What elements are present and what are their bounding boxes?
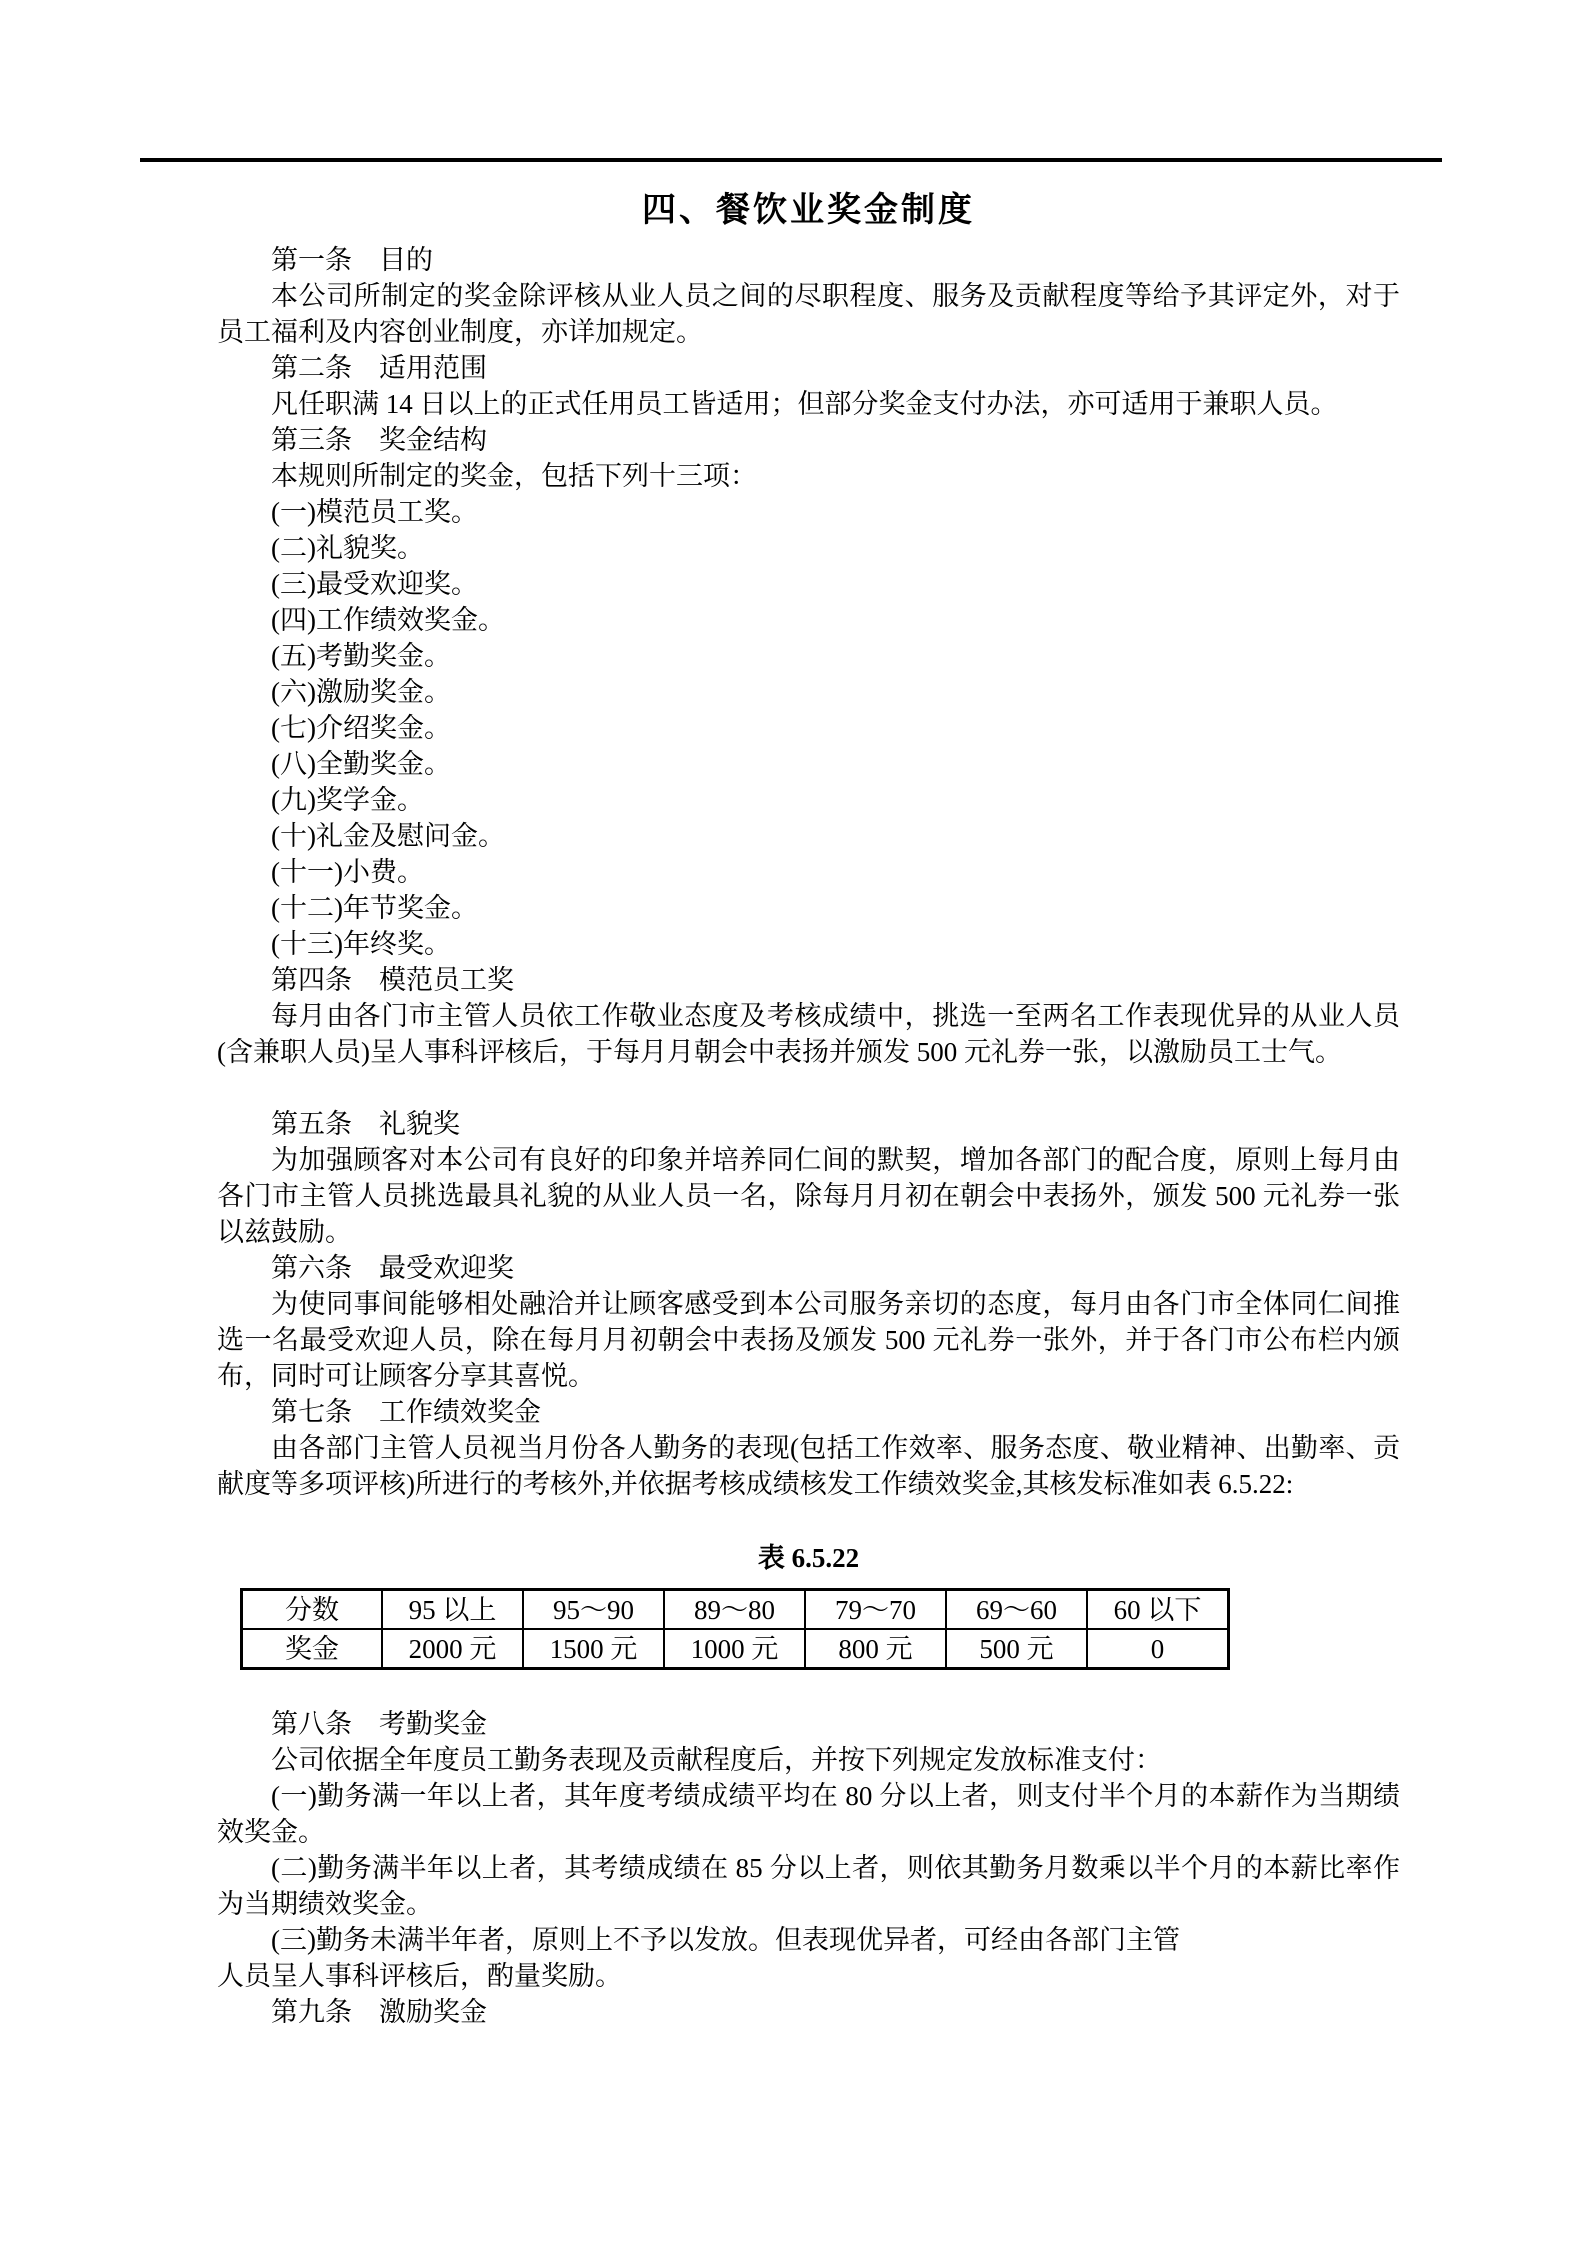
article-8-item-3-line-2: 人员呈人事科评核后，酌量奖励。 [217, 1961, 622, 1991]
table-cell: 800 元 [805, 1629, 946, 1669]
article-6-heading: 第六条 最受欢迎奖 [271, 1253, 514, 1283]
blank-line [217, 1070, 1400, 1106]
list-item: (八)全勤奖金。 [271, 749, 451, 779]
list-item: (十二)年节奖金。 [271, 893, 478, 923]
article-5-heading: 第五条 礼貌奖 [271, 1109, 460, 1139]
header-rule [140, 158, 1442, 162]
document-content [217, 178, 1400, 2030]
article-8-intro: 公司依据全年度员工勤务表现及贡献程度后，并按下列规定发放标准支付： [271, 1745, 1162, 1775]
table-cell: 2000 元 [382, 1629, 523, 1669]
article-6-body: 为使同事间能够相处融洽并让顾客感受到本公司服务亲切的态度，每月由各门市全体同仁间推选一名最受欢迎人员，除在每月月初朝会中表扬及颁发 500 元礼券一张外，并于各门市公布栏内颁布，同时可让顾客分享其喜悦。 [217, 1289, 1400, 1391]
article-1-body: 本公司所制定的奖金除评核从业人员之间的尽职程度、服务及贡献程度等给予其评定外，对于员工福利及内容创业制度，亦详加规定。 [217, 281, 1400, 347]
article-5-body: 为加强顾客对本公司有良好的印象并培养同仁间的默契，增加各部门的配合度，原则上每月由各门市主管人员挑选最具礼貌的从业人员一名，除每月月初在朝会中表扬外，颁发 500 元礼券一张以兹鼓励。 [217, 1145, 1400, 1247]
table-cell: 1500 元 [523, 1629, 664, 1669]
table-cell: 奖金 [242, 1629, 383, 1669]
article-4-body: 每月由各门市主管人员依工作敬业态度及考核成绩中，挑选一至两名工作表现优异的从业人员(含兼职人员)呈人事科评核后，于每月月朝会中表扬并颁发 500 元礼券一张，以激励员工士气。 [217, 1001, 1400, 1067]
article-2-body: 凡任职满 14 日以上的正式任用员工皆适用；但部分奖金支付办法，亦可适用于兼职人员。 [271, 389, 1338, 419]
table-cell: 89～80 [664, 1590, 805, 1630]
list-item: (六)激励奖金。 [271, 677, 451, 707]
list-item: (三)最受欢迎奖。 [271, 569, 478, 599]
article-7-heading: 第七条 工作绩效奖金 [271, 1397, 541, 1427]
article-8-item-1: (一)勤务满一年以上者，其年度考绩成绩平均在 80 分以上者，则支付半个月的本薪作为当期绩效奖金。 [217, 1781, 1400, 1847]
table-cell: 分数 [242, 1590, 383, 1630]
list-item: (七)介绍奖金。 [271, 713, 451, 743]
article-4-heading: 第四条 模范员工奖 [271, 965, 514, 995]
bonus-standard-table [240, 1588, 1230, 1670]
list-item: (十一)小费。 [271, 857, 424, 887]
article-3-heading: 第三条 奖金结构 [271, 425, 487, 455]
list-item: (十)礼金及慰问金。 [271, 821, 505, 851]
list-item: (五)考勤奖金。 [271, 641, 451, 671]
table-row [242, 1590, 1229, 1630]
article-9-heading: 第九条 激励奖金 [271, 1997, 487, 2027]
article-7-body: 由各部门主管人员视当月份各人勤务的表现(包括工作效率、服务态度、敬业精神、出勤率、贡献度等多项评核)所进行的考核外,并依据考核成绩核发工作绩效奖金,其核发标准如表 6.5.22: [217, 1433, 1400, 1499]
table-cell: 79～70 [805, 1590, 946, 1630]
table-cell: 0 [1087, 1629, 1229, 1669]
table-cell: 1000 元 [664, 1629, 805, 1669]
page-title: 四、餐饮业奖金制度 [642, 191, 975, 229]
table-row [242, 1629, 1229, 1669]
list-item: (一)模范员工奖。 [271, 497, 478, 527]
list-item: (四)工作绩效奖金。 [271, 605, 505, 635]
table-caption: 表 6.5.22 [757, 1543, 860, 1573]
article-3-intro: 本规则所制定的奖金，包括下列十三项： [271, 461, 757, 491]
table-cell: 500 元 [946, 1629, 1087, 1669]
article-8-item-2: (二)勤务满半年以上者，其考绩成绩在 85 分以上者，则依其勤务月数乘以半个月的本薪比率作为当期绩效奖金。 [217, 1853, 1400, 1919]
article-8-item-3-line-1: (三)勤务未满半年者，原则上不予以发放。但表现优异者，可经由各部门主管 [271, 1925, 1180, 1955]
article-1-heading: 第一条 目的 [271, 245, 433, 275]
article-2-heading: 第二条 适用范围 [271, 353, 487, 383]
article-8-heading: 第八条 考勤奖金 [271, 1709, 487, 1739]
list-item: (九)奖学金。 [271, 785, 424, 815]
table-cell: 95 以上 [382, 1590, 523, 1630]
list-item: (十三)年终奖。 [271, 929, 451, 959]
table-cell: 95～90 [523, 1590, 664, 1630]
table-cell: 60 以下 [1087, 1590, 1229, 1630]
list-item: (二)礼貌奖。 [271, 533, 424, 563]
table-cell: 69～60 [946, 1590, 1087, 1630]
